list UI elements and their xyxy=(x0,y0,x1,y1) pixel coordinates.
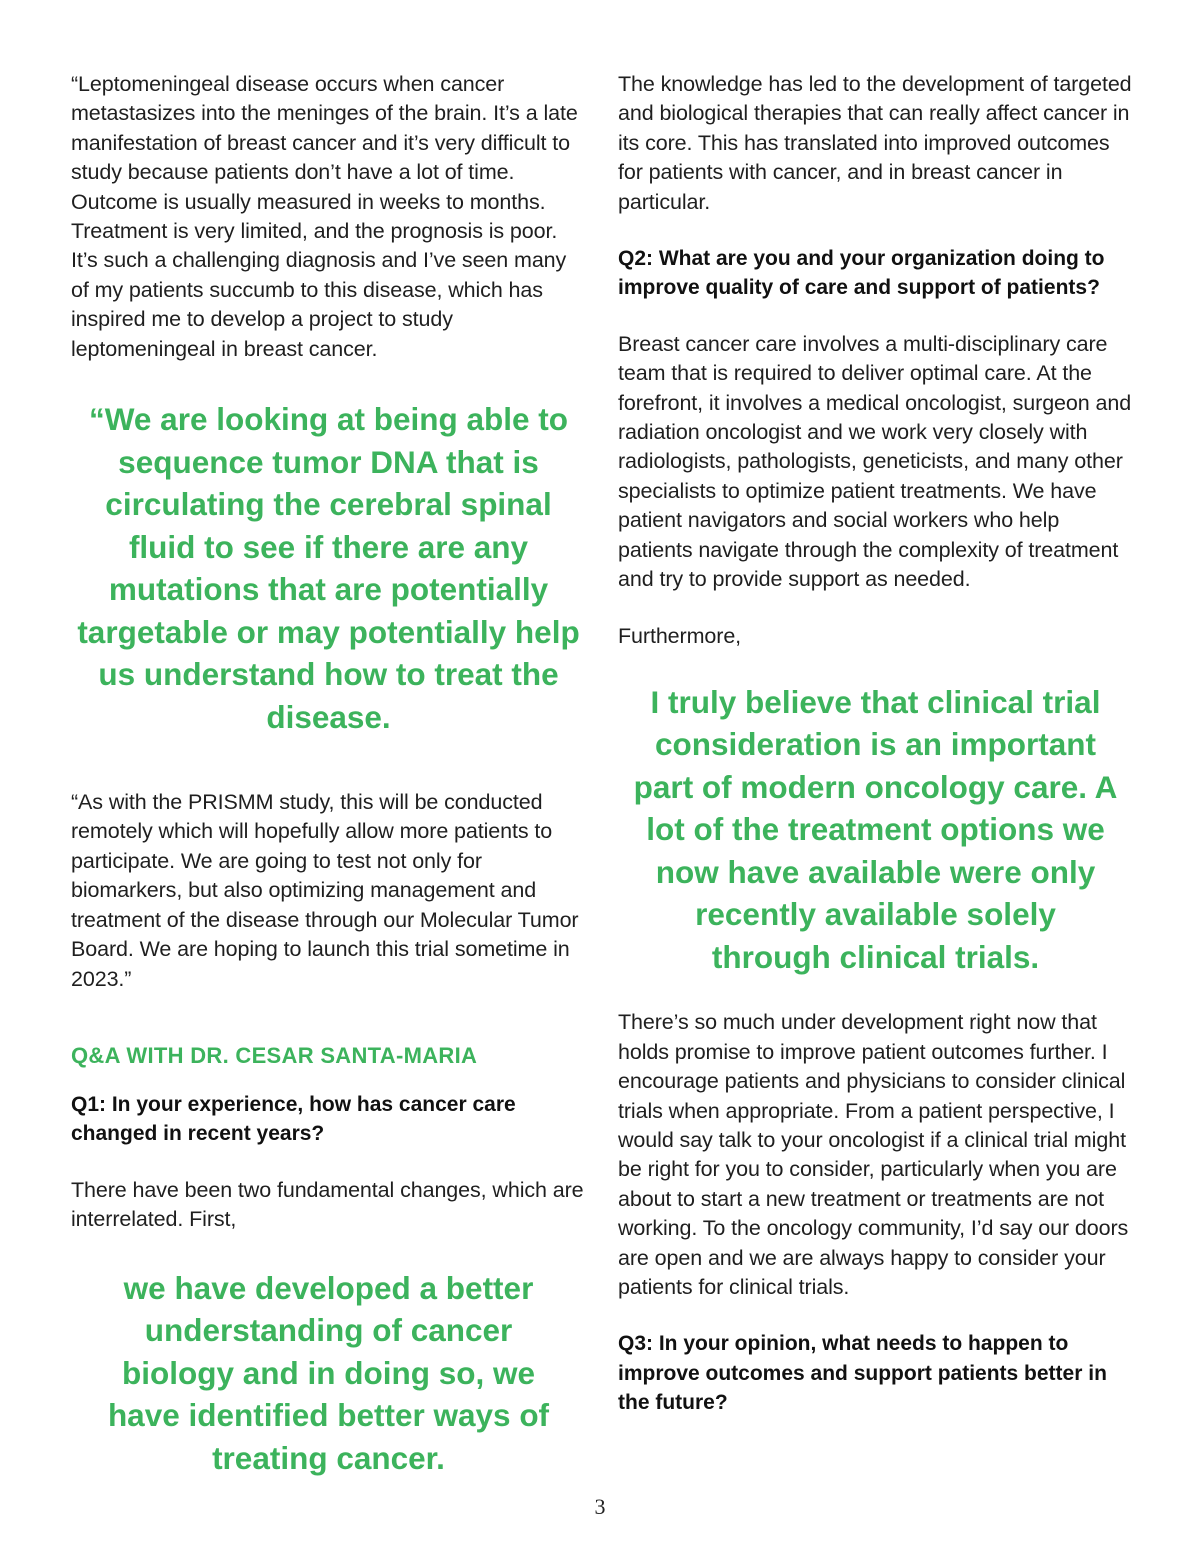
pull-quote-tumor-dna: “We are looking at being able to sequence tumor DNA that is circulating the cerebral spinal fluid to see if there are any mutations that are potentially targetable or may potentially help us understand how to treat the disease. xyxy=(77,401,580,735)
right-column xyxy=(618,70,1133,1418)
pull-quote-clinical-trials: I truly believe that clinical trial consideration is an important part of modern oncology care. A lot of the treatment options we now have available were only recently available solely through clinical trials. xyxy=(633,683,1118,975)
question-1: Q1: In your experience, how has cancer care changed in recent years? xyxy=(71,1092,516,1146)
prismm-paragraph: “As with the PRISMM study, this will be conducted remotely which will hopefully allow more patients to participate. We are going to test not only for biomarkers, but also optimizing management and treatment of the disease through our Molecular Tumor Board. We are hoping to launch this trial sometime in 2023.” xyxy=(71,790,579,991)
question-2: Q2: What are you and your organization doing to improve quality of care and support of patients? xyxy=(618,247,1105,300)
knowledge-paragraph: The knowledge has led to the development of targeted and biological therapies that can really affect cancer in its core. This has translated into improved outcomes for patients with cancer, and in breast cancer in particular. xyxy=(618,72,1132,214)
page-number: 3 xyxy=(594,1494,606,1519)
qa-section-heading: Q&A WITH DR. CESAR SANTA-MARIA xyxy=(71,1042,478,1068)
answer-1-paragraph: There have been two fundamental changes, which are interrelated. First, xyxy=(71,1177,584,1232)
pull-quote-cancer-biology: we have developed a better understanding of cancer biology and in doing so, we have identified better ways of treating cancer. xyxy=(107,1269,550,1476)
development-paragraph: There’s so much under development right now that holds promise to improve patient outcomes further. I encourage patients and physicians to consider clinical trials when appropriate. From a patient perspective, I would say talk to your oncologist if a clinical trial might be right for you to consider, particularly when you are about to start a new treatment or treatments are not working. To the oncology community, I’d say our doors are open and we are always happy to consider your patients for clinical trials. xyxy=(618,1010,1129,1300)
furthermore-text: Furthermore, xyxy=(618,623,742,648)
care-team-paragraph: Breast cancer care involves a multi-disciplinary care team that is required to deliver optimal care. At the forefront, it involves a medical oncologist, surgeon and radiation oncologist and we work very closely with radiologists, pathologists, geneticists, and many other specialists to optimize patient treatments. We have patient navigators and social workers who help patients navigate through the complexity of treatment and try to provide support as needed. xyxy=(618,331,1132,592)
intro-paragraph: “Leptomeningeal disease occurs when cancer metastasizes into the meninges of the brain. It’s a late manifestation of breast cancer and it’s very difficult to study because patients don’t have a lot of time. Outcome is usually measured in weeks to months. Treatment is very limited, and the prognosis is poor. It’s such a challenging diagnosis and I’ve seen many of my patients succumb to this disease, which has inspired me to develop a project to study leptomeningeal in breast cancer. xyxy=(71,72,578,361)
question-3: Q3: In your opinion, what needs to happen to improve outcomes and support patients better in the future? xyxy=(618,1332,1107,1415)
left-column xyxy=(71,70,586,1479)
